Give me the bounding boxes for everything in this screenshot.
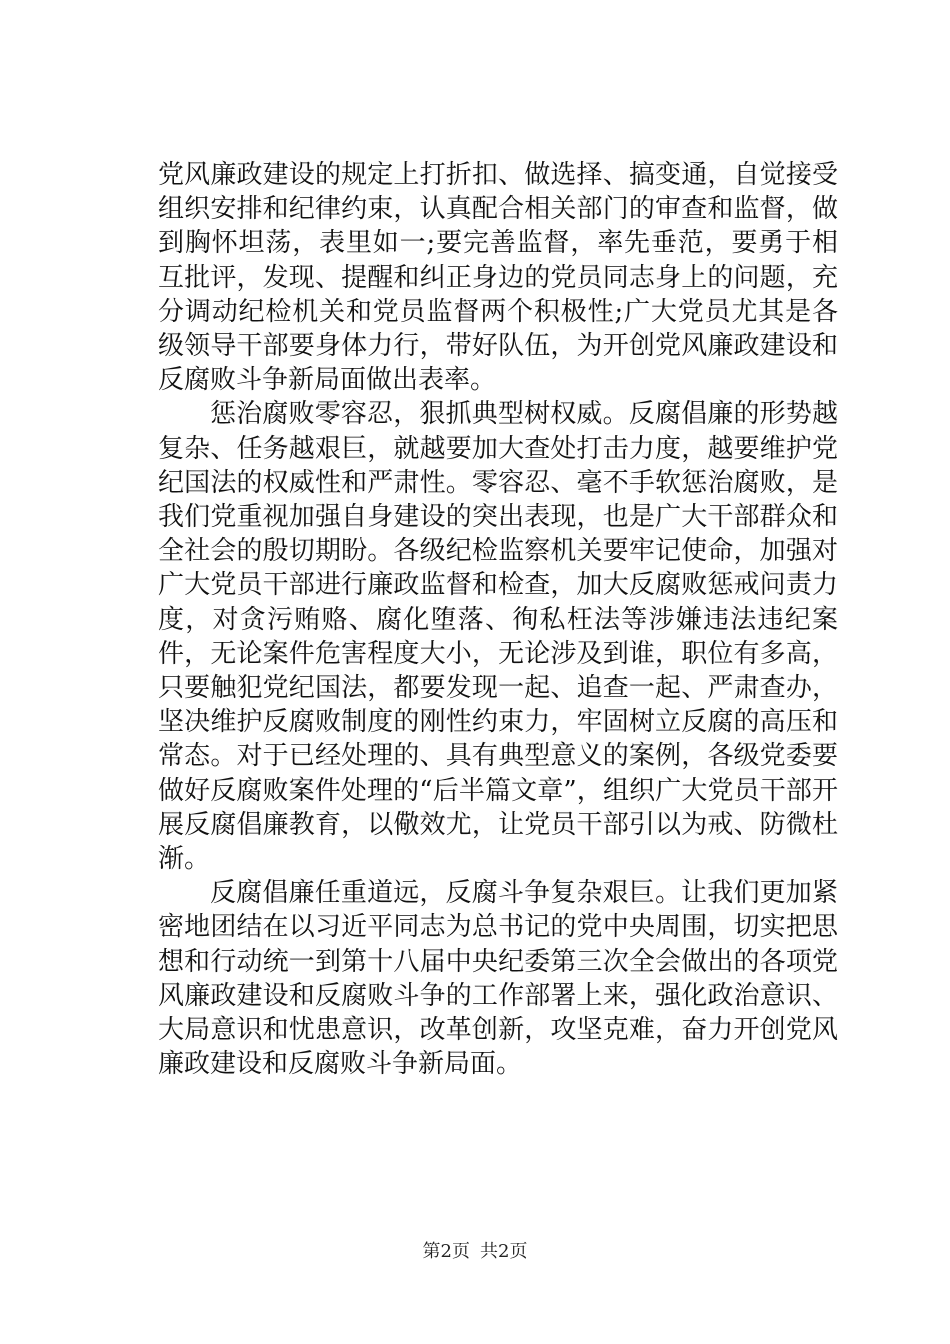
page-number-current: 第2页 (422, 1241, 470, 1262)
document-body (158, 158, 838, 1081)
page-footer (0, 1241, 950, 1263)
paragraph-1: 党风廉政建设的规定上打折扣、做选择、搞变通，自觉接受组织安排和纪律约束，认真配合相关部门的审查和监督，做到胸怀坦荡，表里如一;要完善监督，率先垂范，要勇于相互批评，发现、提醒和纠正身边的党员同志身上的问题，充分调动纪检机关和党员监督两个积极性;广大党员尤其是各级领导干部要身体力行，带好队伍，为开创党风廉政建设和反腐败斗争新局面做出表率。 (158, 160, 838, 396)
paragraph-2: 惩治腐败零容忍，狠抓典型树权威。反腐倡廉的形势越复杂、任务越艰巨，就越要加大查处打击力度，越要维护党纪国法的权威性和严肃性。零容忍、毫不手软惩治腐败，是我们党重视加强自身建设的突出表现，也是广大干部群众和全社会的殷切期盼。各级纪检监察机关要牢记使命，加强对广大党员干部进行廉政监督和检查，加大反腐败惩戒问责力度，对贪污贿赂、腐化堕落、徇私枉法等涉嫌违法违纪案件，无论案件危害程度大小，无论涉及到谁，职位有多高，只要触犯党纪国法，都要发现一起、追查一起、严肃查办，坚决维护反腐败制度的刚性约束力，牢固树立反腐的高压和常态。对于已经处理的、具有典型意义的案例，各级党委要做好反腐败案件处理的“后半篇文章”，组织广大党员干部开展反腐倡廉教育，以儆效尤，让党员干部引以为戒、防微杜渐。 (158, 399, 838, 875)
page-number-total: 共2页 (480, 1241, 528, 1262)
paragraph-3: 反腐倡廉任重道远，反腐斗争复杂艰巨。让我们更加紧密地团结在以习近平同志为总书记的党中央周围，切实把思想和行动统一到第十八届中央纪委第三次全会做出的各项党风廉政建设和反腐败斗争的工作部署上来，强化政治意识、大局意识和忧患意识，改革创新，攻坚克难，奋力开创党风廉政建设和反腐败斗争新局面。 (158, 878, 838, 1080)
